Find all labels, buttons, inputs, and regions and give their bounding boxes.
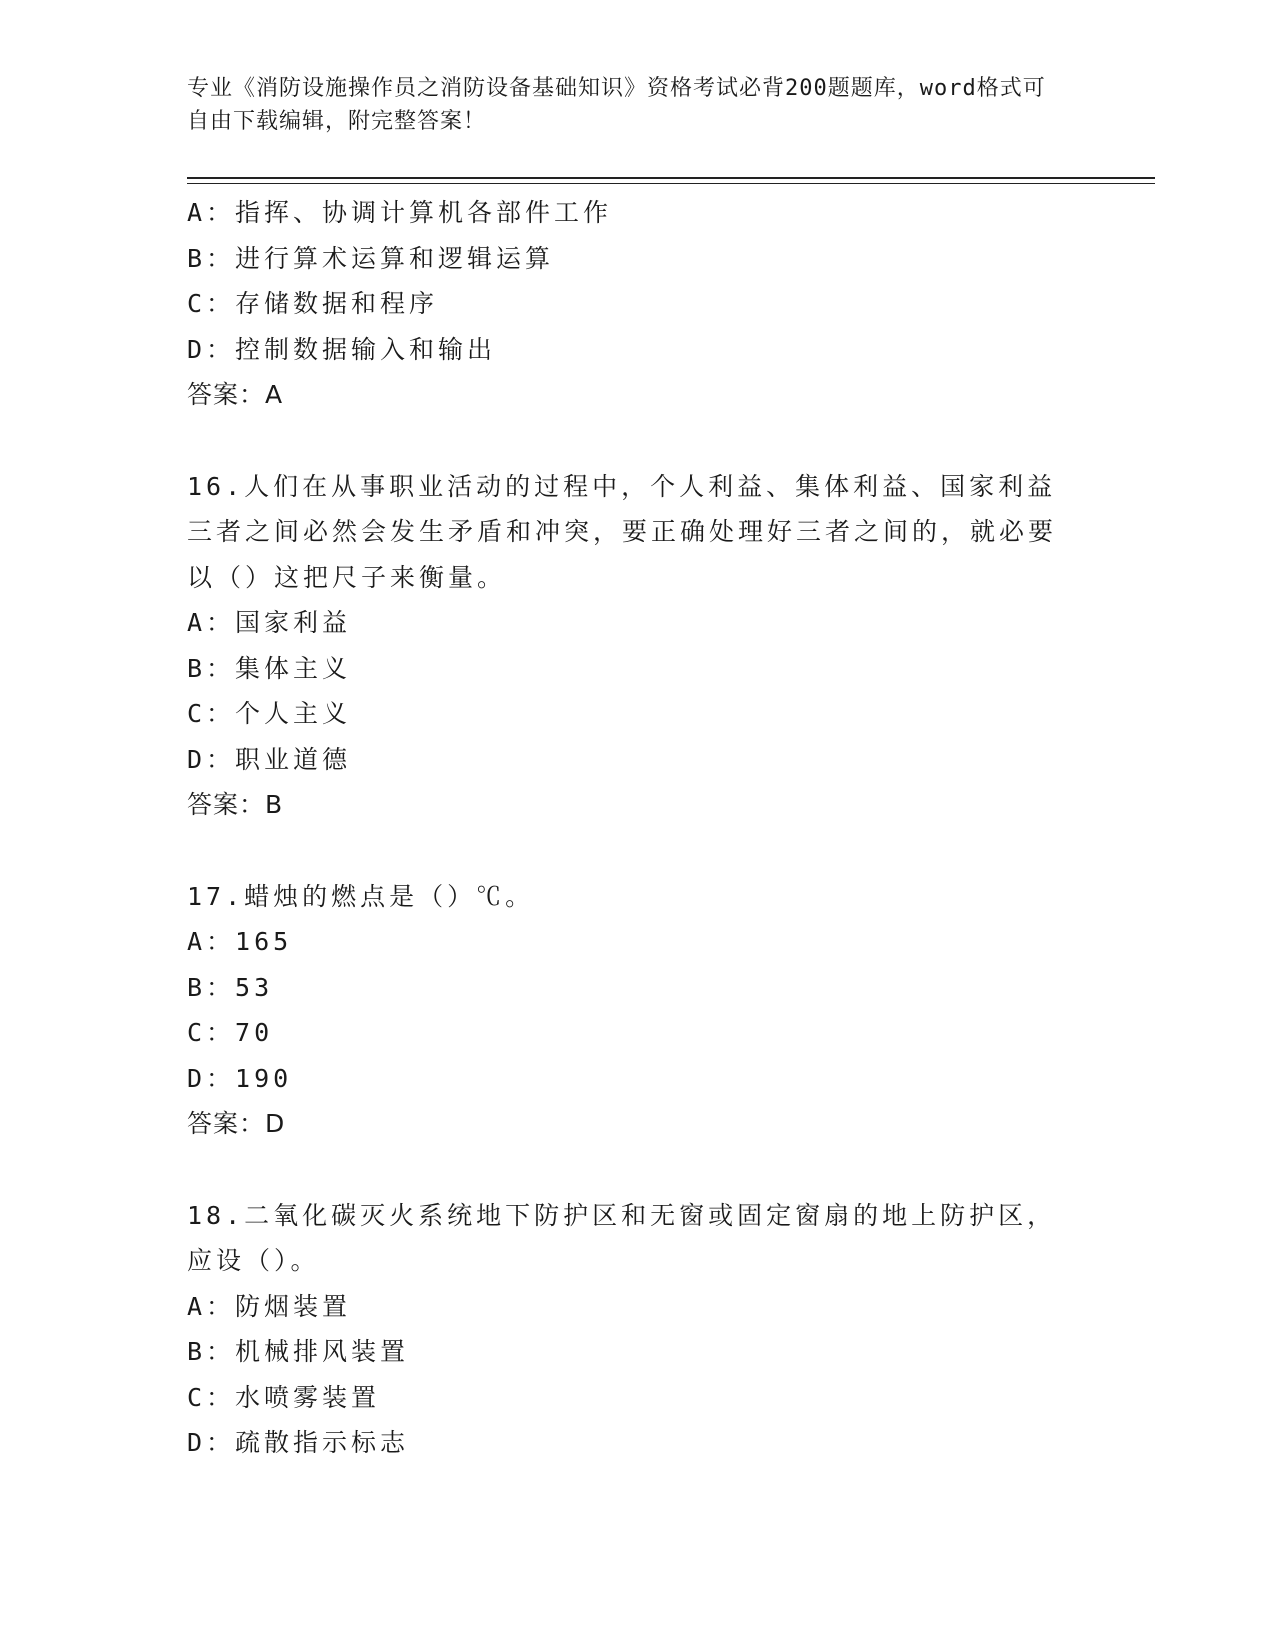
header-divider-thin	[187, 183, 1155, 184]
question-18-block	[187, 1193, 1087, 1466]
answer-line: 答案：D	[187, 1109, 286, 1138]
option-d: D：职业道德	[187, 744, 352, 774]
option-d: D：控制数据输入和输出	[187, 334, 497, 364]
question-17-block	[187, 874, 1087, 1147]
document-header: 专业《消防设施操作员之消防设备基础知识》资格考试必背200题题库，word格式可自由下载编辑，附完整答案！	[187, 76, 1046, 134]
spacer	[187, 418, 1087, 464]
option-c: C：个人主义	[187, 699, 352, 728]
question-list	[187, 190, 1087, 1466]
option-b: B：集体主义	[187, 653, 352, 683]
question-text: 18.二氧化碳灭火系统地下防护区和无窗或固定窗扇的地上防护区，应设（）。	[187, 1200, 1057, 1275]
question-15-block	[187, 190, 1087, 418]
option-a: A：国家利益	[187, 608, 352, 637]
option-c: C：70	[187, 1018, 274, 1047]
question-text: 17.蜡烛的燃点是（）℃。	[187, 881, 535, 911]
question-16-block	[187, 464, 1087, 828]
option-d: D：190	[187, 1063, 293, 1093]
spacer	[187, 828, 1087, 874]
question-text: 16.人们在从事职业活动的过程中，个人利益、集体利益、国家利益三者之间必然会发生矛盾和冲突，要正确处理好三者之间的，就必要以（）这把尺子来衡量。	[187, 471, 1058, 592]
answer-line: 答案：A	[187, 380, 284, 409]
option-d: D：疏散指示标志	[187, 1428, 410, 1457]
answer-line: 答案：B	[187, 790, 284, 819]
option-c: C：水喷雾装置	[187, 1382, 381, 1412]
option-a: A：指挥、协调计算机各部件工作	[187, 198, 613, 227]
option-a: A：165	[187, 927, 293, 956]
header-divider-thick	[187, 177, 1155, 179]
option-a: A：防烟装置	[187, 1291, 352, 1321]
option-b: B：机械排风装置	[187, 1337, 410, 1366]
option-c: C：存储数据和程序	[187, 289, 439, 318]
option-b: B：53	[187, 972, 274, 1002]
option-b: B：进行算术运算和逻辑运算	[187, 243, 555, 273]
spacer	[187, 1147, 1087, 1193]
